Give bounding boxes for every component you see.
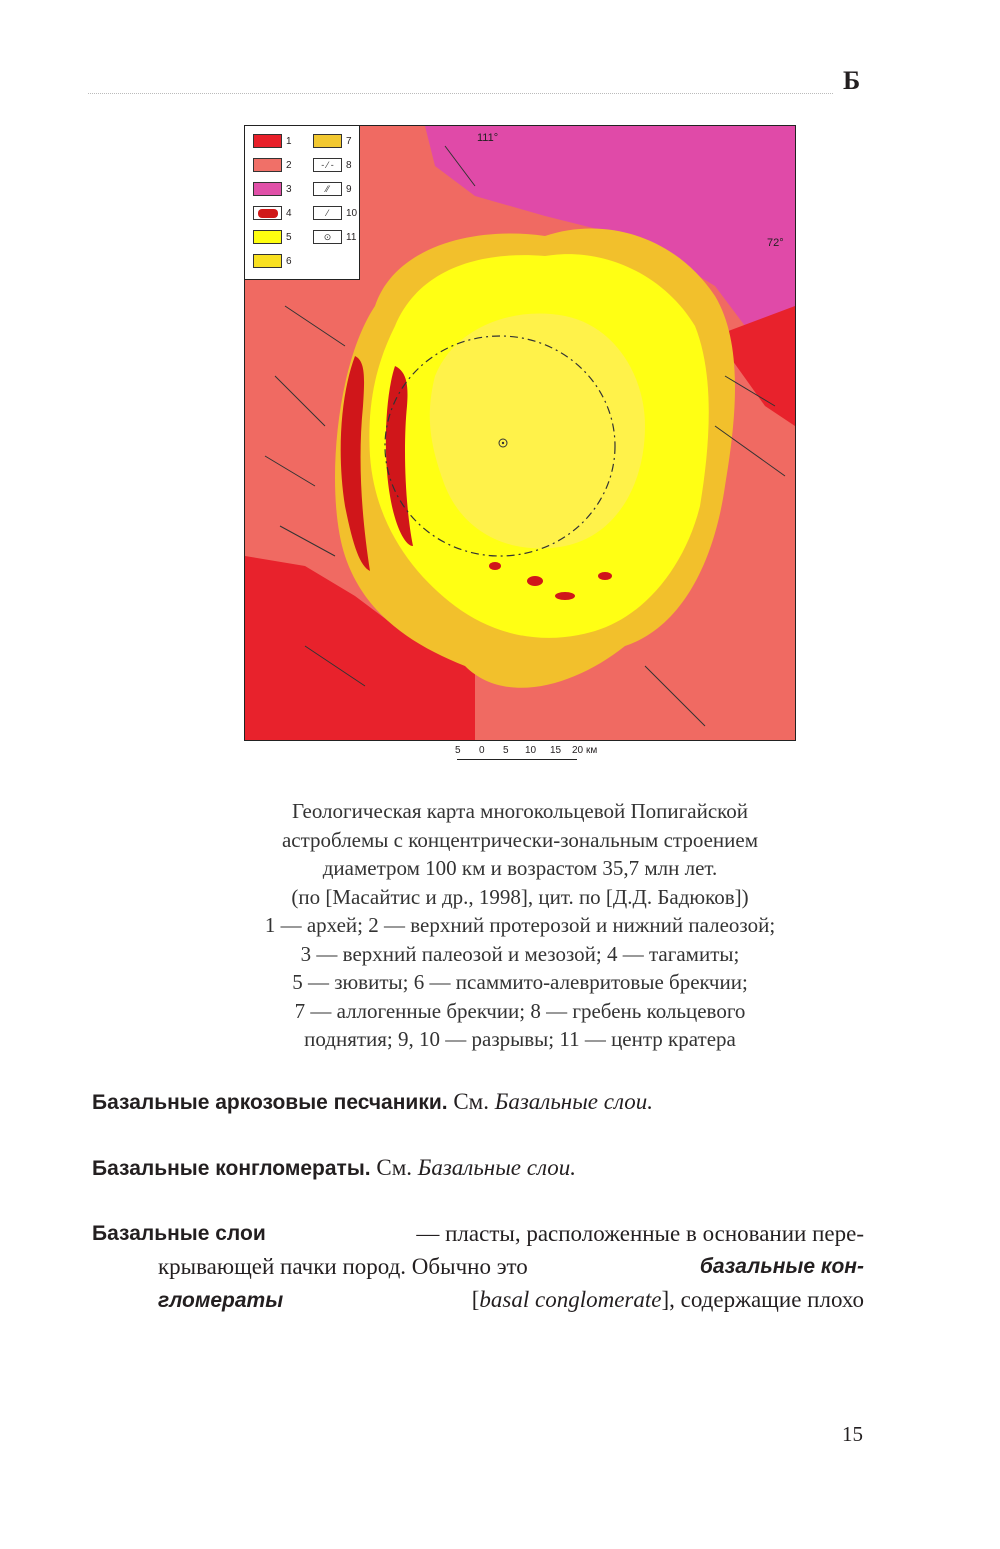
legend-number: 9: [346, 183, 352, 195]
caption-line: астроблемы с концентрически-зональным строением: [281, 827, 759, 852]
zone-4-spot: [527, 576, 543, 586]
page-number: 15: [842, 1422, 863, 1446]
legend-item: [313, 158, 352, 172]
legend-item: [253, 254, 292, 268]
legend-number: 11: [346, 231, 357, 243]
entry-line: [92, 1283, 864, 1317]
legend-swatch: [253, 206, 282, 220]
caption-line: 1 — архей; 2 — верхний протерозой и нижний палеозой;: [264, 913, 776, 937]
geological-map: [244, 125, 796, 741]
map-legend: [245, 126, 360, 280]
legend-swatch: [253, 134, 282, 148]
entry-see: См.: [453, 1089, 489, 1114]
caption-line: диаметром 100 км и возрастом 35,7 млн лет.: [322, 856, 718, 880]
caption-line: Геологическая карта многокольцевой Попигайской: [291, 799, 749, 823]
entry-term: Базальные слои: [92, 1222, 266, 1245]
entry-text: — пласты, расположенные в основании пере-: [416, 1221, 864, 1246]
caption-line: 7 — аллогенные брекчии; 8 — гребень кольцевого: [294, 998, 746, 1023]
legend-item: [253, 230, 292, 244]
entry-line: [92, 1217, 864, 1250]
legend-swatch: [253, 182, 282, 196]
crater-center-dot: [502, 442, 504, 444]
map-scale: [455, 745, 615, 767]
entry-emphasis: гломераты: [158, 1289, 284, 1312]
scale-unit: км: [586, 745, 598, 756]
dictionary-entry: [92, 1151, 864, 1185]
dictionary-entry: [92, 1217, 864, 1317]
legend-number: 1: [286, 135, 292, 147]
caption-line: поднятия; 9, 10 — разрывы; 11 — центр кратера: [304, 1027, 736, 1051]
entry-see: См.: [376, 1155, 413, 1180]
legend-item: [253, 158, 292, 172]
legend-item: [253, 182, 292, 196]
zone-6: [430, 314, 645, 549]
legend-item: [253, 134, 292, 148]
caption-line: 3 — верхний палеозой и мезозой; 4 — тагамиты;: [300, 941, 740, 966]
scale-tick-label: 5: [503, 745, 509, 756]
legend-number: 5: [286, 231, 292, 243]
latitude-label: 72°: [767, 237, 784, 249]
entry-text: ], содержащие плохо: [661, 1287, 864, 1312]
figure-caption: [190, 797, 850, 1054]
legend-item: [313, 206, 357, 220]
entry-english-term: basal conglomerate: [479, 1287, 662, 1312]
zone-4-spot: [555, 592, 575, 600]
scale-tick-label: 10: [525, 745, 537, 756]
entry-term: Базальные аркозовые песчаники.: [92, 1091, 448, 1114]
section-letter: Б: [843, 66, 861, 95]
scale-bar: [457, 759, 577, 760]
caption-line: (по [Масайтис и др., 1998], цит. по [Д.Д. Бадюков]): [291, 884, 749, 909]
legend-number: 6: [286, 255, 292, 267]
legend-number: 7: [346, 135, 352, 147]
zone-4-spot: [598, 572, 612, 580]
legend-swatch: [313, 134, 342, 148]
zone-4-spot: [489, 562, 501, 570]
scale-tick-label: 0: [479, 745, 485, 756]
caption-line: 5 — зювиты; 6 — псаммито-алевритовые брекчии;: [292, 970, 748, 994]
entry-term: Базальные конгломераты.: [92, 1157, 371, 1180]
entry-reference-link[interactable]: Базальные слои.: [417, 1155, 577, 1180]
scale-tick-label: 5: [455, 745, 461, 756]
legend-swatch: - ⁄ -: [313, 158, 342, 172]
scale-ticks: [455, 745, 615, 757]
legend-item: [313, 230, 356, 244]
entry-bracket: [: [471, 1287, 480, 1312]
legend-number: 4: [286, 207, 292, 219]
legend-item: [313, 134, 352, 148]
scale-tick-label: 20: [572, 745, 584, 756]
legend-number: 3: [286, 183, 292, 195]
legend-swatch: [253, 230, 282, 244]
entry-text: крывающей пачки пород. Обычно это: [158, 1254, 528, 1279]
legend-item: [313, 182, 352, 196]
legend-item: [253, 206, 292, 220]
legend-number: 10: [346, 207, 358, 219]
legend-swatch: ⁄: [313, 206, 342, 220]
dictionary-entry: [92, 1085, 864, 1119]
scale-tick-label: 15: [550, 745, 562, 756]
legend-number: 8: [346, 159, 352, 171]
legend-swatch: [253, 254, 282, 268]
entry-emphasis: базальные кон-: [699, 1255, 864, 1278]
entry-reference-link[interactable]: Базальные слои.: [494, 1089, 653, 1114]
longitude-label: 111°: [477, 132, 499, 144]
entry-line: [92, 1250, 864, 1283]
legend-swatch: ⊙: [313, 230, 342, 244]
legend-swatch: ⁄⁄: [313, 182, 342, 196]
legend-swatch: [253, 158, 282, 172]
legend-number: 2: [286, 159, 292, 171]
header-rule: [88, 93, 833, 94]
